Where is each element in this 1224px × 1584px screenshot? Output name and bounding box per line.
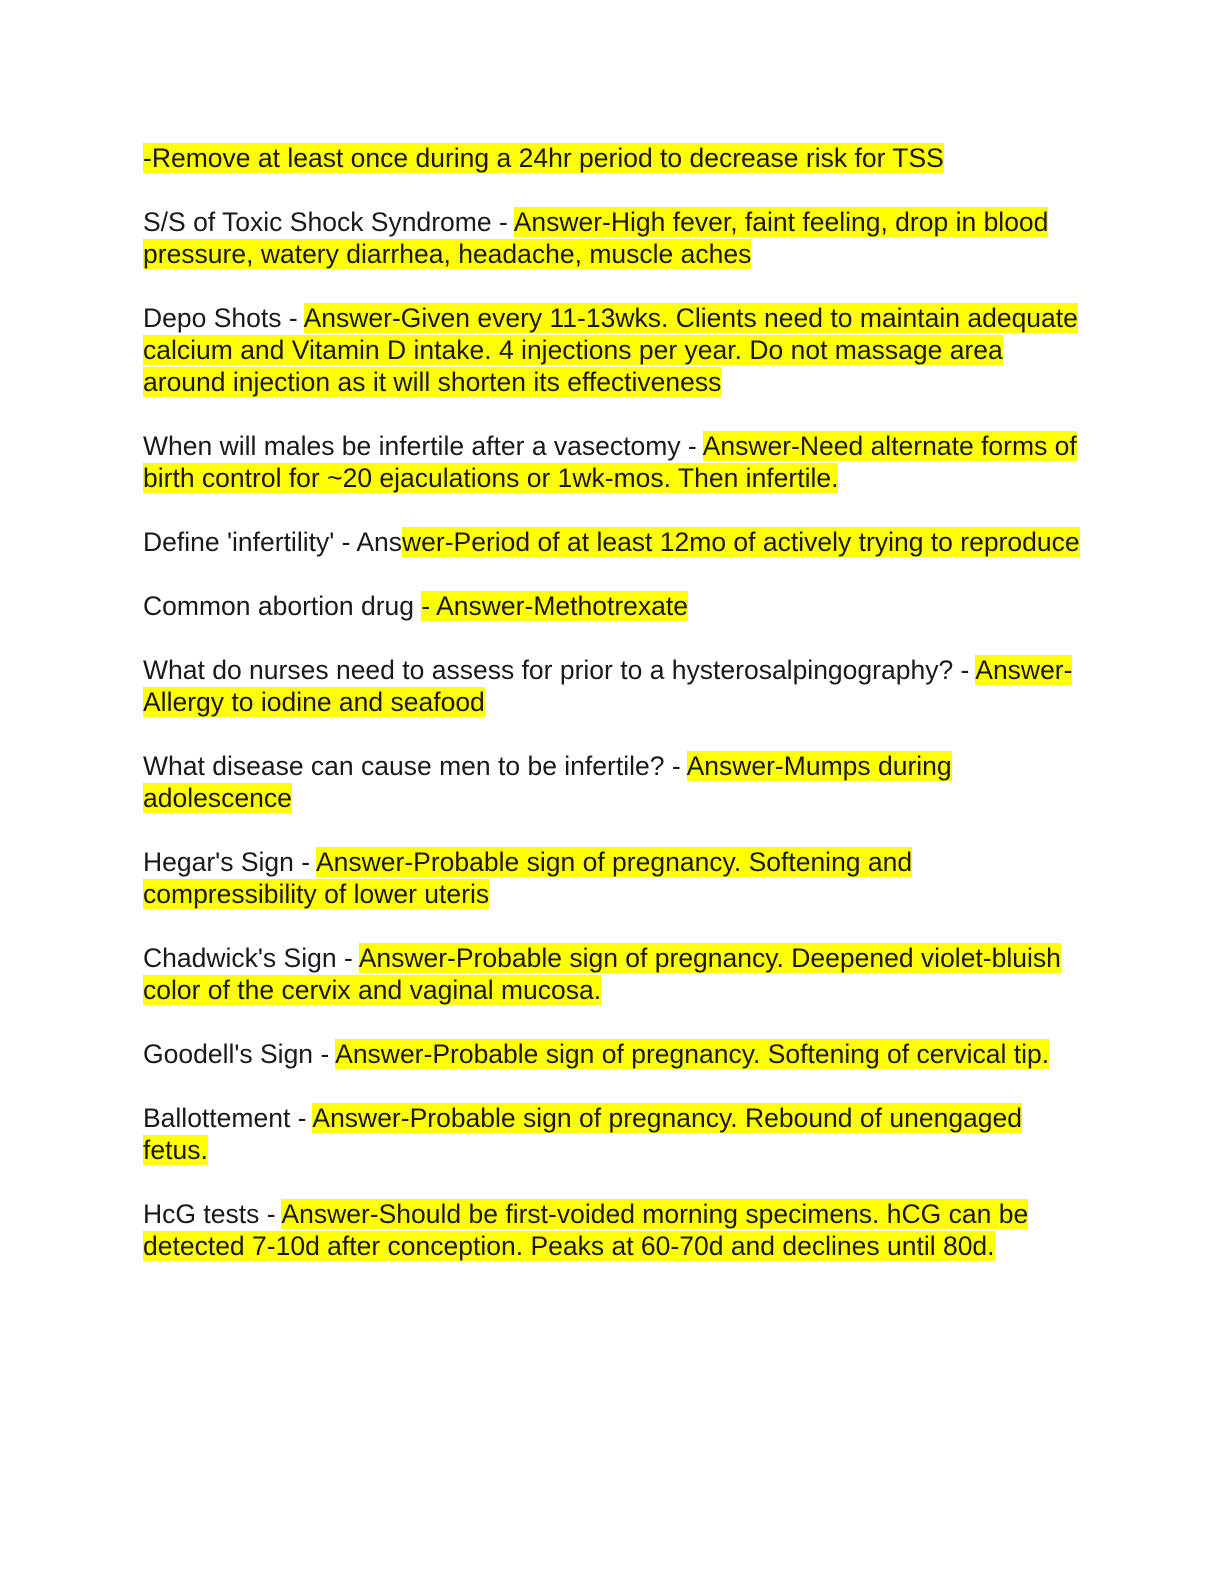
question-text: S/S of Toxic Shock Syndrome - — [143, 207, 514, 237]
question-text: Hegar's Sign - — [143, 847, 316, 877]
question-text: Ballottement - — [143, 1103, 313, 1133]
question-text: What disease can cause men to be infertile? - — [143, 751, 687, 781]
question-text: What do nurses need to assess for prior to a hysterosalpingography? - — [143, 655, 976, 685]
qa-entry-infertility — [143, 526, 1083, 558]
question-text: Chadwick's Sign - — [143, 943, 359, 973]
qa-entry-depo-shots — [143, 302, 1083, 398]
qa-entry-hcg-tests — [143, 1198, 1083, 1262]
answer-highlight: Answer-Should be first-voided morning specimens. hCG can be detected 7-10d after conception. Peaks at 60-70d and declines until 80d. — [143, 1199, 1029, 1261]
answer-highlight: Answer-Probable sign of pregnancy. Softening and compressibility of lower uteris — [143, 847, 913, 909]
question-text: Depo Shots - — [143, 303, 304, 333]
answer-highlight: Answer-Probable sign of pregnancy. Softening of cervical tip. — [335, 1039, 1050, 1069]
qa-entry-vasectomy — [143, 430, 1083, 494]
answer-highlight: -Remove at least once during a 24hr period to decrease risk for TSS — [143, 143, 944, 173]
qa-entry-ballottement — [143, 1102, 1083, 1166]
question-text: Define 'infertility' - Ans — [143, 527, 403, 557]
answer-highlight: Answer-Given every 11-13wks. Clients need to maintain adequate calcium and Vitamin D intake. 4 injections per year. Do not massage area around injection as it will shorten its effectiveness — [143, 303, 1078, 397]
answer-highlight: Answer-Probable sign of pregnancy. Rebound of unengaged fetus. — [143, 1103, 1023, 1165]
question-text: Goodell's Sign - — [143, 1039, 336, 1069]
document-page — [143, 142, 1083, 1294]
answer-highlight: Answer-Probable sign of pregnancy. Deepened violet-bluish color of the cervix and vaginal mucosa. — [143, 943, 1061, 1005]
answer-highlight: wer-Period of at least 12mo of actively trying to reproduce — [402, 527, 1080, 557]
answer-highlight: Answer-Need alternate forms of birth control for ~20 ejaculations or 1wk-mos. Then infertile. — [143, 431, 1077, 493]
question-text: HcG tests - — [143, 1199, 282, 1229]
question-text: When will males be infertile after a vasectomy - — [143, 431, 703, 461]
answer-highlight: Answer-Mumps during adolescence — [143, 751, 952, 813]
qa-entry-hegars-sign — [143, 846, 1083, 910]
qa-entry-tss-removal — [143, 142, 1083, 174]
qa-entry-male-infertility-disease — [143, 750, 1083, 814]
qa-entry-hysterosalpingography — [143, 654, 1083, 718]
answer-highlight: Answer-High fever, faint feeling, drop in blood pressure, watery diarrhea, headache, muscle aches — [143, 207, 1049, 269]
qa-entry-chadwicks-sign — [143, 942, 1083, 1006]
question-text: Common abortion drug — [143, 591, 422, 621]
qa-entry-abortion-drug — [143, 590, 1083, 622]
qa-entry-goodells-sign — [143, 1038, 1083, 1070]
answer-highlight: Answer-Allergy to iodine and seafood — [143, 655, 1073, 717]
answer-highlight: - Answer-Methotrexate — [421, 591, 688, 621]
qa-entry-toxic-shock — [143, 206, 1083, 270]
